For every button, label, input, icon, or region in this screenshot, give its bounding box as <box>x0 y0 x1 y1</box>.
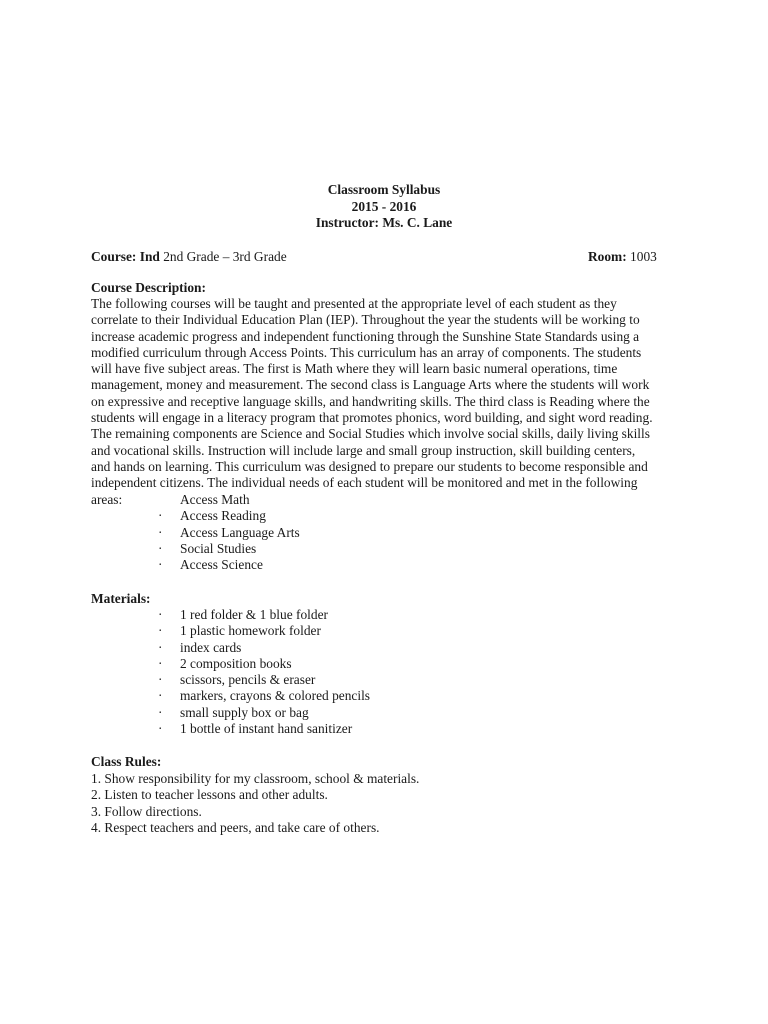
rule-item: 3. Follow directions. <box>91 803 202 819</box>
area-item: Access Language Arts <box>180 524 300 540</box>
area-item: Access Science <box>180 557 263 573</box>
class-rules-heading: Class Rules: <box>91 754 162 769</box>
material-item: 1 red folder & 1 blue folder <box>180 607 328 622</box>
rule-item: 4. Respect teachers and peers, and take care of others. <box>91 819 380 835</box>
rule-item: 1. Show responsibility for my classroom, school & materials. <box>91 771 420 786</box>
course-info <box>91 248 287 265</box>
area-item: Access Reading <box>180 508 266 524</box>
course-code: Ind <box>139 249 160 264</box>
materials-list <box>0 607 768 737</box>
description-line: correlate to their Individual Education Plan (IEP). Throughout the year the students will be working to <box>91 312 640 328</box>
material-item: 1 bottle of instant hand sanitizer <box>180 721 353 737</box>
instructor-line: Instructor: Ms. C. Lane <box>315 215 453 230</box>
document-header <box>0 182 768 232</box>
description-line: and vocational skills. Instruction will include large and small group instruction, skill building centers, <box>91 442 636 458</box>
bullet-icon: · <box>158 721 163 737</box>
list-item <box>0 688 768 704</box>
list-item <box>0 721 768 737</box>
list-item <box>0 525 768 541</box>
bullet-icon: · <box>158 508 163 524</box>
bullet-icon: · <box>158 557 163 573</box>
course-description-body <box>91 296 671 492</box>
area-item: Access Math <box>180 492 250 507</box>
description-line: management, money and measurement. The second class is Language Arts where the students will work <box>91 377 650 393</box>
description-line: and hands on learning. This curriculum was designed to prepare our students to become responsible and <box>91 458 648 474</box>
bullet-icon: · <box>158 623 163 639</box>
bullet-icon: · <box>158 688 163 704</box>
description-line: will have five subject areas. The first is Math where they will learn basic numeral operations, time <box>91 361 618 377</box>
description-line: students will engage in a literacy program that promotes phonics, word building, and sight word reading. <box>91 410 653 426</box>
material-item: markers, crayons & colored pencils <box>180 688 371 704</box>
document-title: Classroom Syllabus <box>327 182 441 197</box>
bullet-icon: · <box>158 607 163 622</box>
class-rules-list <box>91 771 419 836</box>
list-item <box>0 492 768 508</box>
areas-intro: areas: <box>91 492 123 507</box>
description-line: independent citizens. The individual needs of each student will be monitored and met in the following <box>91 475 638 491</box>
room-number: 1003 <box>630 249 657 264</box>
bullet-icon: · <box>158 639 163 655</box>
course-label: Course: <box>91 249 137 264</box>
area-item: Social Studies <box>180 540 257 556</box>
school-years: 2015 - 2016 <box>351 198 417 214</box>
list-item <box>0 508 768 524</box>
bullet-icon: · <box>158 704 163 720</box>
bullet-icon: · <box>158 672 163 688</box>
material-item: index cards <box>180 639 242 655</box>
list-item <box>0 623 768 639</box>
list-item <box>0 557 768 573</box>
course-description-heading: Course Description: <box>91 280 206 295</box>
list-item <box>0 541 768 557</box>
subject-areas-list <box>0 492 768 573</box>
room-info <box>588 248 657 265</box>
description-line: on expressive and receptive language skills, and handwriting skills. The third class is Reading where the <box>91 393 650 409</box>
list-item <box>0 705 768 721</box>
material-item: 2 composition books <box>180 655 292 671</box>
description-line: modified curriculum through Access Points. This curriculum has an array of components. The students <box>91 344 642 360</box>
material-item: 1 plastic homework folder <box>180 623 321 639</box>
list-item <box>0 607 768 623</box>
list-item <box>0 640 768 656</box>
list-item <box>0 672 768 688</box>
description-line: The following courses will be taught and presented at the appropriate level of each student as they <box>91 296 617 311</box>
course-info-line <box>91 248 661 265</box>
course-grades: 2nd Grade – 3rd Grade <box>163 249 287 264</box>
rule-item: 2. Listen to teacher lessons and other adults. <box>91 787 328 803</box>
material-item: small supply box or bag <box>180 704 309 720</box>
bullet-icon: · <box>158 655 163 671</box>
materials-heading: Materials: <box>91 591 151 606</box>
material-item: scissors, pencils & eraser <box>180 672 316 688</box>
list-item <box>0 656 768 672</box>
description-line: The remaining components are Science and Social Studies which involve social skills, daily living skills <box>91 426 650 442</box>
description-line: increase academic progress and independent functioning through the Sunshine State Standards using a <box>91 328 640 344</box>
bullet-icon: · <box>158 524 163 540</box>
bullet-icon: · <box>158 540 163 556</box>
room-label: Room: <box>588 249 627 264</box>
